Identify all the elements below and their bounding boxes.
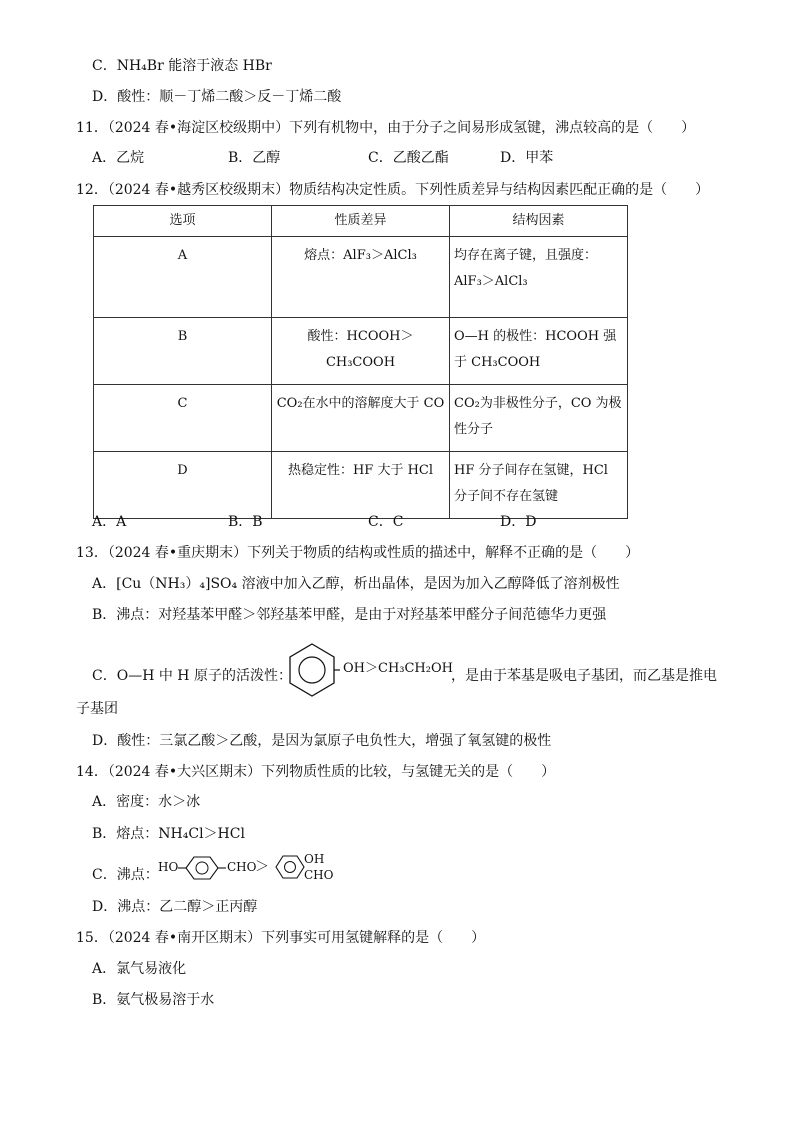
table-cell: C	[94, 385, 272, 452]
table-header: 性质差异	[272, 206, 450, 237]
table-row	[94, 452, 628, 519]
table-cell: CO₂为非极性分子，CO 为极性分子	[450, 385, 628, 452]
q13-option-c-pre: C．O—H 中 H 原子的活泼性：	[92, 668, 292, 684]
q14-option-b: B．熔点：NH₄Cl＞HCl	[92, 826, 245, 842]
table-row	[94, 318, 628, 385]
q12-option-d: D．D	[500, 514, 537, 530]
q13-option-c-cont: 子基团	[76, 701, 118, 717]
table-cell: CO₂在水中的溶解度大于 CO	[272, 385, 450, 452]
q13-option-a: A．[Cu（NH₃）₄]SO₄ 溶液中加入乙醇，析出晶体，是因为加入乙醇降低了溶剂极性	[92, 576, 620, 592]
q15-option-b: B．氨气极易溶于水	[92, 992, 215, 1008]
table-cell: HF 分子间存在氢键，HCl 分子间不存在氢键	[450, 452, 628, 519]
q11-options	[92, 148, 553, 168]
q12-option-b: B．B	[228, 514, 263, 530]
q14-c-ho: HO	[158, 860, 179, 874]
q12-option-c: C．C	[368, 514, 404, 530]
q11-option-c: C．乙酸乙酯	[368, 150, 449, 166]
q14-option-c: C．沸点：	[92, 867, 159, 883]
q14-c-cho: CHO	[227, 860, 257, 874]
q12-table	[93, 205, 628, 519]
question-12: 12．（2024 春•越秀区校级期末）物质结构决定性质。下列性质差异与结构因素匹配正确的是（ ）	[76, 182, 710, 198]
question-14: 14．（2024 春•大兴区期末）下列物质性质的比较，与氢键无关的是（ ）	[76, 764, 556, 780]
benzene-ring-icon	[284, 640, 340, 700]
para-benzene-ring-icon	[178, 854, 228, 884]
table-row	[94, 385, 628, 452]
table-cell: 熔点：AlF₃＞AlCl₃	[272, 237, 450, 318]
question-11: 11．（2024 春•海淀区校级期中）下列有机物中，由于分子之间易形成氢键，沸点较高的是（ ）	[76, 120, 696, 136]
q14-option-a: A．密度：水＞冰	[92, 794, 201, 810]
q13-option-d: D．酸性：三氯乙酸＞乙酸，是因为氯原子电负性大，增强了氧氢键的极性	[92, 733, 552, 749]
table-cell: 酸性：HCOOH＞CH₃COOH	[272, 318, 450, 385]
question-15: 15．（2024 春•南开区期末）下列事实可用氢键解释的是（ ）	[76, 930, 486, 946]
q14-option-d: D．沸点：乙二醇＞正丙醇	[92, 899, 258, 915]
q13-option-c-post: ，是由于苯基是吸电子基团，而乙基是推电	[451, 668, 717, 684]
q11-option-d: D．甲苯	[500, 150, 554, 166]
table-cell: 均存在离子键，且强度：AlF₃＞AlCl₃	[450, 237, 628, 318]
ortho-benzene-ring-icon	[272, 851, 306, 883]
table-cell: 热稳定性：HF 大于 HCl	[272, 452, 450, 519]
table-cell: O—H 的极性：HCOOH 强于 CH₃COOH	[450, 318, 628, 385]
q14-c-gt: ＞	[255, 859, 269, 875]
q13-option-b: B．沸点：对羟基苯甲醛＞邻羟基苯甲醛，是由于对羟基苯甲醛分子间范德华力更强	[92, 607, 607, 623]
q15-option-a: A．氯气易液化	[92, 961, 187, 977]
q14-c-oh: OH	[304, 852, 325, 866]
question-13: 13．（2024 春•重庆期末）下列关于物质的结构或性质的描述中，解释不正确的是（ ）	[76, 545, 640, 561]
q11-option-b: B．乙醇	[228, 150, 281, 166]
q13-c-molecule-text: OH＞CH₃CH₂OH	[343, 661, 453, 676]
table-row	[94, 237, 628, 318]
option-c-prev: C．NH₄Br 能溶于液态 HBr	[92, 58, 272, 74]
table-header: 结构因素	[450, 206, 628, 237]
table-cell: B	[94, 318, 272, 385]
table-cell: A	[94, 237, 272, 318]
table-cell: D	[94, 452, 272, 519]
q12-option-a: A．A	[92, 514, 127, 530]
q11-option-a: A．乙烷	[92, 150, 145, 166]
table-header: 选项	[94, 206, 272, 237]
q12-options	[92, 512, 536, 532]
option-d-prev: D．酸性：顺－丁烯二酸＞反－丁烯二酸	[92, 89, 342, 105]
q14-c-cho2: CHO	[304, 868, 334, 882]
